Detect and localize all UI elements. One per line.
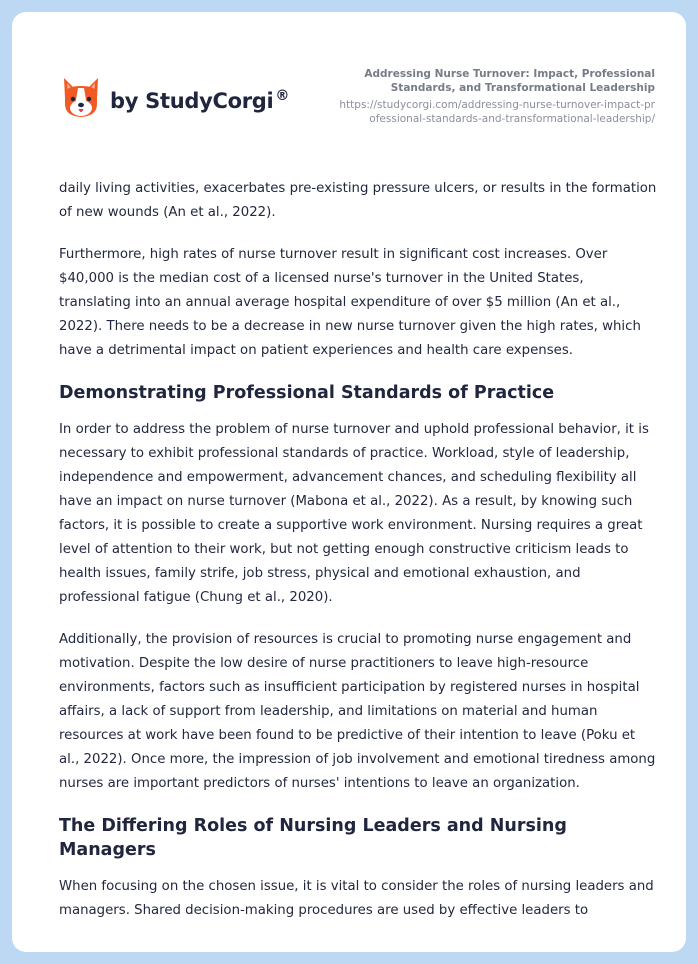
brand-name: StudyCorgi bbox=[145, 88, 274, 113]
brand-prefix: by bbox=[110, 88, 146, 113]
section-heading: The Differing Roles of Nursing Leaders and Nursing Managers bbox=[59, 816, 567, 860]
registered-mark: ® bbox=[275, 87, 290, 104]
paragraph: Furthermore, high rates of nurse turnover result in significant cost increases. Over $40,000 is the median cost of a licensed nurse's turnover in the United States, translating into an annual average hospital expenditure of over $5 million (An et al., 2022). There needs to be a decrease in new nurse turnover given the high rates, which have a detrimental impact on patient experiences and health care expenses. bbox=[59, 247, 641, 358]
document-page bbox=[12, 12, 686, 952]
document-title: Addressing Nurse Turnover: Impact, Professional Standards, and Transformational Leadership bbox=[364, 68, 655, 94]
corgi-icon bbox=[60, 76, 102, 120]
brand-wordmark bbox=[110, 88, 289, 113]
paragraph: In order to address the problem of nurse turnover and uphold professional behavior, it is necessary to exhibit professional standards of practice. Workload, style of leadership, independence and empowerment, advancement chances, and scheduling flexibility all have an impact on nurse turnover (Mabona et al., 2022). As a result, by knowing such factors, it is possible to create a supportive work environment. Nursing requires a great level of attention to their work, but not getting enough constructive criticism leads to health issues, family strife, job stress, physical and emotional exhaustion, and professional fatigue (Chung et al., 2020). bbox=[59, 422, 649, 605]
paragraph: When focusing on the chosen issue, it is vital to consider the roles of nursing leaders and managers. Shared decision-making procedures are used by effective leaders to bbox=[59, 879, 654, 918]
studycorgi-logo[interactable] bbox=[60, 76, 289, 120]
document-meta bbox=[335, 67, 655, 126]
paragraph: daily living activities, exacerbates pre-existing pressure ulcers, or results in the formation of new wounds (An et al., 2022). bbox=[59, 181, 657, 220]
document-url[interactable]: https://studycorgi.com/addressing-nurse-turnover-impact-professional-standards-and-transformational-leadership/ bbox=[339, 99, 655, 125]
section-heading: Demonstrating Professional Standards of Practice bbox=[59, 383, 555, 403]
paragraph: Additionally, the provision of resources is crucial to promoting nurse engagement and motivation. Despite the low desire of nurse practitioners to leave high-resource environments, factors such as insufficient participation by registered nurses in hospital affairs, a lack of support from leadership, and limitations on material and human resources at work have been found to be predictive of their intention to leave (Poku et al., 2022). Once more, the impression of job involvement and emotional tiredness among nurses are important predictors of nurses' intentions to leave an organization. bbox=[59, 632, 656, 791]
article-content bbox=[59, 177, 659, 941]
page-header bbox=[12, 12, 686, 162]
